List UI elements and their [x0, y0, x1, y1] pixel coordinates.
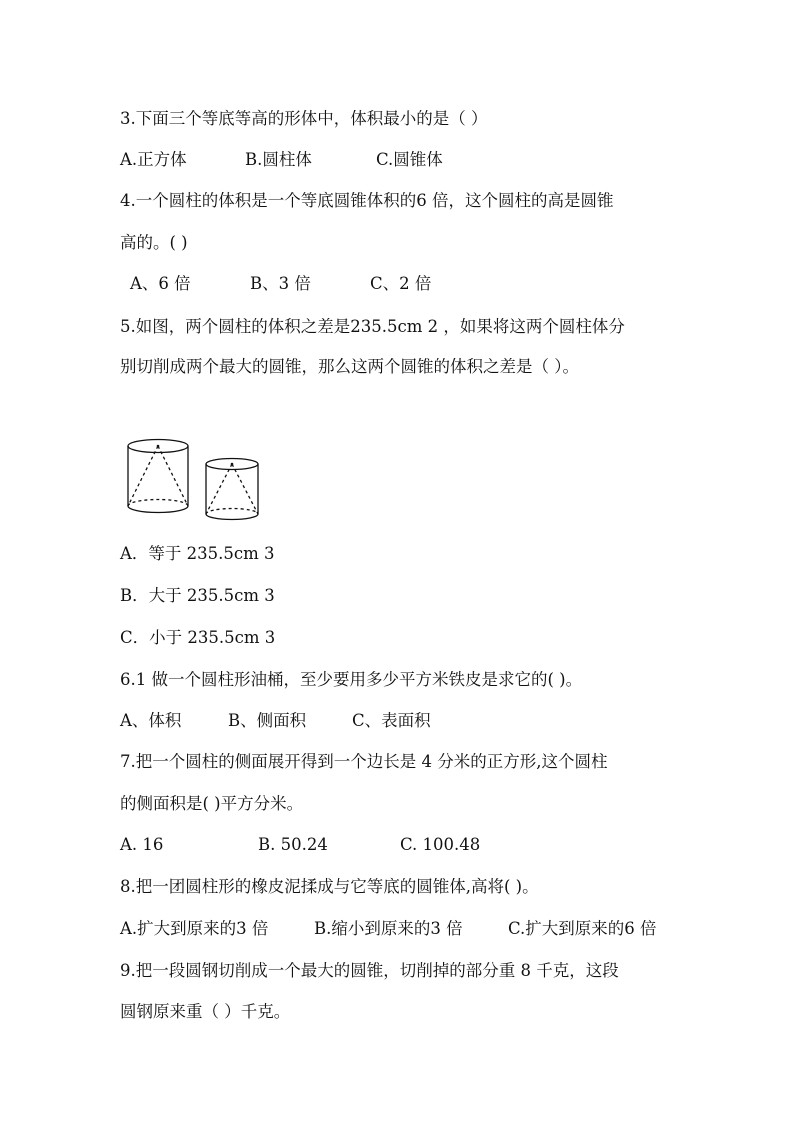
- small-cone-apex: [231, 463, 234, 466]
- q4-stem-line1: 4.一个圆柱的体积是一个等底圆锥体积的6 倍，这个圆柱的高是圆锥: [120, 191, 614, 210]
- q4-option-b: B、3 倍: [250, 274, 311, 293]
- large-cylinder-bottom-back: [128, 500, 188, 507]
- q6-option-a: A、体积: [120, 711, 182, 730]
- small-cylinder: [206, 459, 258, 520]
- q3-option-a: A.正方体: [120, 150, 187, 169]
- q7-stem-line1: 7.把一个圆柱的侧面展开得到一个边长是 4 分米的正方形,这个圆柱: [120, 752, 608, 771]
- q7-option-c: C. 100.48: [400, 835, 481, 854]
- q7-stem-line2: 的侧面积是( )平方分米。: [120, 794, 304, 813]
- q8-option-a: A.扩大到原来的3 倍: [120, 919, 269, 938]
- q5-option-a: A．等于 235.5cm 3: [120, 544, 275, 563]
- q5-stem-line1: 5.如图，两个圆柱的体积之差是235.5cm 2 ，如果将这两个圆柱体分: [120, 317, 625, 336]
- q8-stem: 8.把一团圆柱形的橡皮泥揉成与它等底的圆锥体,高将( )。: [120, 877, 539, 896]
- large-cone-apex: [157, 445, 160, 448]
- large-cylinder-bottom-front: [128, 506, 188, 513]
- q7-option-b: B. 50.24: [258, 835, 328, 854]
- q8-option-b: B.缩小到原来的3 倍: [314, 919, 463, 938]
- q9-stem-line1: 9.把一段圆钢切削成一个最大的圆锥，切削掉的部分重 8 千克，这段: [120, 961, 619, 980]
- q4-option-a: A、6 倍: [130, 274, 191, 293]
- q6-option-b: B、侧面积: [228, 711, 307, 730]
- q9-stem-line2: 圆钢原来重（ ）千克。: [120, 1002, 291, 1021]
- q6-option-c: C、表面积: [352, 711, 431, 730]
- q3-option-c: C.圆锥体: [376, 150, 443, 169]
- cylinders-with-cones-figure: [122, 436, 267, 526]
- q3-option-b: B.圆柱体: [245, 150, 312, 169]
- q5-option-c: C．小于 235.5cm 3: [120, 628, 276, 647]
- q6-stem: 6.1 做一个圆柱形油桶，至少要用多少平方米铁皮是求它的( )。: [120, 670, 583, 689]
- q5-stem-line2: 别切削成两个最大的圆锥，那么这两个圆锥的体积之差是（ ）。: [120, 357, 579, 376]
- small-cone-left-edge: [206, 464, 232, 514]
- q7-option-a: A. 16: [120, 835, 164, 854]
- q4-option-c: C、2 倍: [370, 274, 432, 293]
- large-cone-right-edge: [158, 446, 188, 506]
- small-cylinder-bottom-front: [206, 514, 258, 520]
- q4-stem-line2: 高的。( ): [120, 233, 188, 252]
- large-cylinder: [128, 440, 188, 513]
- small-cylinder-bottom-back: [206, 509, 258, 515]
- q3-stem: 3.下面三个等底等高的形体中，体积最小的是（ ）: [120, 109, 488, 128]
- small-cone-right-edge: [232, 464, 258, 514]
- q5-option-b: B．大于 235.5cm 3: [120, 586, 275, 605]
- q8-option-c: C.扩大到原来的6 倍: [508, 919, 657, 938]
- large-cone-left-edge: [128, 446, 158, 506]
